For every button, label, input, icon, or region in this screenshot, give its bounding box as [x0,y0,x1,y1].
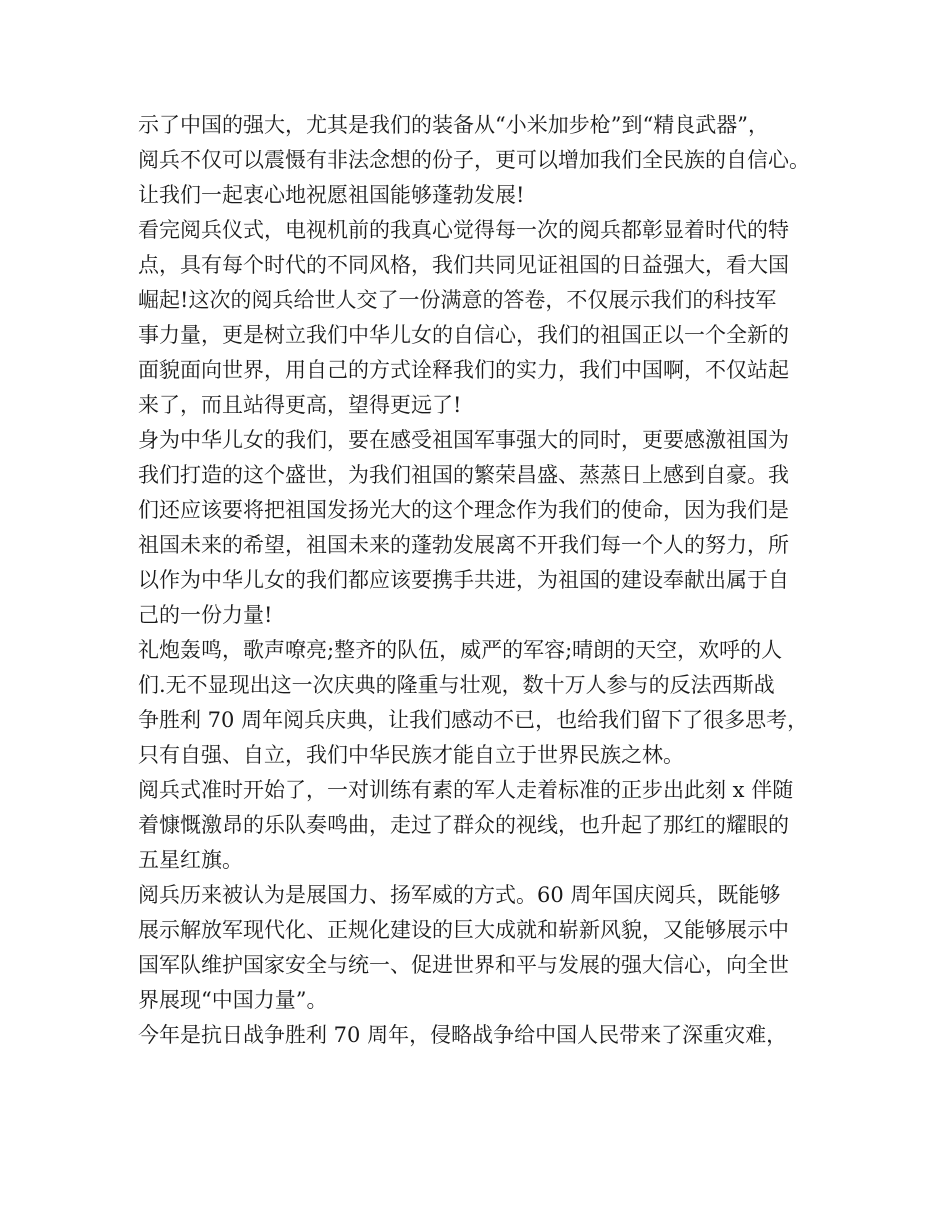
document-body [138,108,814,1053]
paragraph [138,108,814,213]
text-line: 阅兵历来被认为是展国力、扬军威的方式。60 周年国庆阅兵，既能够 [138,883,781,907]
text-line: 崛起!这次的阅兵给世人交了一份满意的答卷，不仅展示我们的科技军 [138,288,777,312]
text-line: 展示解放军现代化、正规化建设的巨大成就和崭新风貌，又能够展示中 [138,918,789,942]
text-line: 阅兵不仅可以震慑有非法念想的份子，更可以增加我们全民族的自信心。 [138,148,810,172]
text-line: 今年是抗日战争胜利 70 周年，侵略战争给中国人民带来了深重灾难， [138,1023,788,1047]
text-line: 事力量，更是树立我们中华儿女的自信心，我们的祖国正以一个全新的 [138,323,789,347]
text-line: 着慷慨激昂的乐队奏鸣曲，走过了群众的视线，也升起了那红的耀眼的 [138,813,789,837]
text-line: 阅兵式准时开始了，一对训练有素的军人走着标准的正步出此刻 x 伴随 [138,778,794,802]
paragraph [138,213,814,423]
text-line: 来了，而且站得更高，望得更远了! [138,393,462,417]
paragraph [138,773,814,878]
text-line: 礼炮轰鸣，歌声嘹亮;整齐的队伍，威严的军容;晴朗的天空，欢呼的人 [138,638,783,662]
text-line: 己的一份力量! [138,603,273,627]
text-line: 我们打造的这个盛世，为我们祖国的繁荣昌盛、蒸蒸日上感到自豪。我 [138,463,789,487]
text-line: 界展现“中国力量”。 [138,988,328,1012]
text-line: 争胜利 70 周年阅兵庆典，让我们感动不已，也给我们留下了很多思考， [138,708,809,732]
text-line: 以作为中华儿女的我们都应该要携手共进，为祖国的建设奉献出属于自 [138,568,789,592]
paragraph [138,423,814,633]
text-line: 五星红旗。 [138,848,243,872]
text-line: 看完阅兵仪式，电视机前的我真心觉得每一次的阅兵都彰显着时代的特 [138,218,789,242]
text-line: 祖国未来的希望，祖国未来的蓬勃发展离不开我们每一个人的努力，所 [138,533,789,557]
text-line: 点，具有每个时代的不同风格，我们共同见证祖国的日益强大，看大国 [138,253,789,277]
paragraph [138,1018,814,1053]
text-line: 示了中国的强大，尤其是我们的装备从“小米加步枪”到“精良武器”， [138,113,769,137]
paragraph [138,878,814,1018]
text-line: 们.无不显现出这一次庆典的隆重与壮观，数十万人参与的反法西斯战 [138,673,775,697]
text-line: 们还应该要将把祖国发扬光大的这个理念作为我们的使命，因为我们是 [138,498,789,522]
text-line: 让我们一起衷心地祝愿祖国能够蓬勃发展! [138,183,525,207]
text-line: 面貌面向世界，用自己的方式诠释我们的实力，我们中国啊，不仅站起 [138,358,789,382]
text-line: 身为中华儿女的我们，要在感受祖国军事强大的同时，更要感激祖国为 [138,428,789,452]
paragraph [138,633,814,773]
text-line: 国军队维护国家安全与统一、促进世界和平与发展的强大信心，向全世 [138,953,789,977]
text-line: 只有自强、自立，我们中华民族才能自立于世界民族之林。 [138,743,684,767]
